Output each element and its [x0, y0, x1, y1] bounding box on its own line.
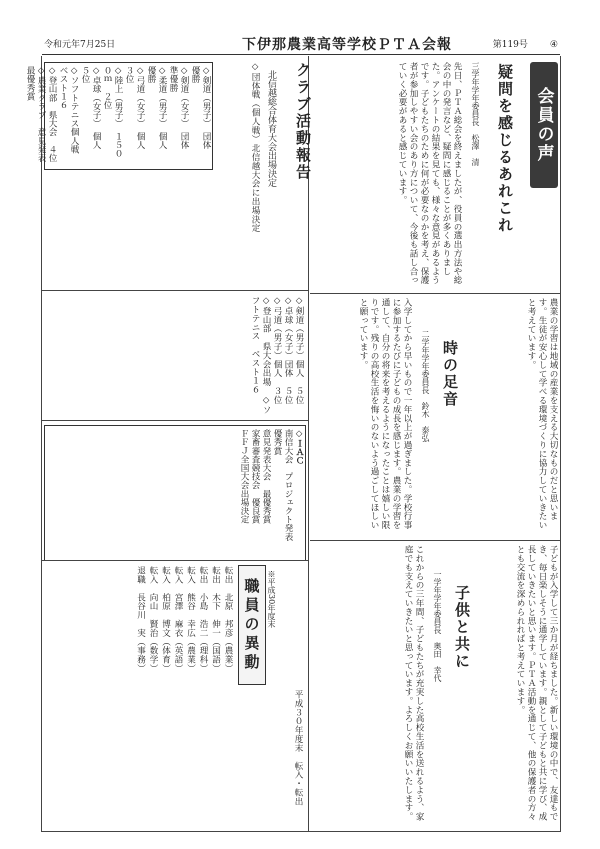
staff-note: ※平成30年度末 — [267, 570, 276, 629]
club-result: ◇剣道（女子） 団体 準優勝 — [168, 66, 189, 158]
club-result: ◇ソフトテニス個人戦 ベスト１６ — [58, 66, 79, 163]
club-result: ◇登山部 県大会 ４位 — [47, 66, 57, 162]
staff-entry: 転出 小島 浩二（理科） — [198, 566, 208, 673]
divider-voice-2 — [310, 540, 560, 541]
article1-byline: 三学年学年委員長 松澤 清 — [471, 62, 480, 166]
staff-entry: 転出 木下 伸一（国語） — [210, 566, 221, 673]
voice-section-label: 会員の声 — [530, 62, 558, 188]
club-result: ◇柔道（男子） 個人 優勝 — [146, 66, 167, 158]
divider-voice-1 — [310, 293, 560, 294]
staff-entry: 転出 北原 邦彦（農業） — [223, 566, 233, 673]
event-item: 家畜審査競技会 優良賞 — [250, 429, 260, 524]
events-title: ◇ＩＡＣ — [294, 429, 304, 465]
divider-clubs-1 — [42, 290, 308, 291]
article3-body-cont: これからの三年間、子どもたちが充実した高校生活を送れるよう、家庭でも支えていきたいと思っています。よろしくお願いいたします。 — [403, 545, 424, 821]
article3-byline: 一学年学年委員長 奥田 幸代 — [433, 570, 442, 682]
staff-title: 職員の異動 — [238, 565, 266, 685]
issue-number — [493, 37, 558, 50]
article2-body: 入学してから早いもので一年以上が過ぎました。学校行事に参加するたびに子どもの成長を感じます。農業の学習を通して、自分の将来を考えるようになったことは嬉しい限りです。残りの高校生活を悔いのないよう過ごしてほしいと願っています。 — [358, 298, 412, 530]
clubs-results-box — [25, 62, 213, 171]
article1-body-cont: 農業の学習は地域の産業を支える大切なものだと思います。生徒が安心して学べる環境づくりに協力していきたいと考えています。 — [526, 298, 558, 530]
newsletter-title: 下伊那農業高等学校ＰＴＡ会報 — [242, 37, 452, 53]
staff-entry: 転入 柏原 博文（体育） — [160, 566, 171, 673]
frame-left — [41, 56, 42, 831]
staff-entry: 退職 長谷川 実（事務） — [135, 566, 146, 673]
event-item: 南信大会 プロジェクト発表 優秀賞 — [272, 429, 293, 550]
club-result: ◇弓道（女子） 個人 ３位 — [124, 66, 145, 158]
clubs-intro: ◇団体戦（個人戦）北信越大会に出場決定 — [250, 62, 260, 233]
article3-body: 子どもが入学して三か月が経ちました。新しい環境の中で、友達もでき、毎日楽しそうに通学しています。親として子どもと共に学び、成長していきたいと思います。ＰＴＡ活動を通じて、他の保護者の方々とも交流を深められればと考えています。 — [515, 545, 558, 821]
divider-clubs-2 — [42, 420, 308, 421]
issue-label: 第119号 — [492, 40, 528, 50]
club-result: ◇卓球（女子） 個人 ５位 — [80, 66, 101, 158]
clubs-subtitle: 北信越総合体育大会出場決定 — [266, 70, 276, 187]
clubs-events-box — [44, 425, 306, 561]
staff-entry: 転入 宮澤 麻衣（英語） — [173, 566, 183, 673]
clubs-title: クラブ活動報告 — [294, 62, 312, 181]
club-result: ◇農業クラブ 意見発表 最優秀賞 — [25, 66, 46, 171]
clubs-results-cont: ◇剣道（男子）個人 ５位 ◇卓球（女子）団体 ５位 ◇弓道（男子）個人 ３位 ◇登山部 県大会出場 ◇ソフトテニス ベスト１６ — [250, 296, 304, 415]
staff-entry: 転入 熊谷 幸広（農業） — [185, 566, 196, 673]
article1-body: 先日、ＰＴＡ総会を終えましたが、役員の選出方法や総会の中の発言など、疑問に感じることが多くありました。アンケートの結果を見ても、様々な意見があるようです。子どもたちのために何が必要なのかを考え、保護者が参加しやすい会のあり方について、今後も話し合っていく必要があると感じています。 — [397, 62, 462, 285]
club-result: ◇陸上（男子） １５００ｍ ２位 — [102, 66, 123, 158]
frame-right — [560, 56, 561, 831]
issue-date: 令和元年7月25日 — [44, 40, 116, 50]
page-number: ④ — [549, 40, 558, 50]
page-header — [42, 34, 560, 55]
event-item: ＦＦＪ全国大会出場決定 — [239, 429, 249, 524]
article2-byline: 二学年学年委員長 鈴木 泰弘 — [421, 330, 430, 442]
frame-bottom — [41, 831, 561, 832]
article1-title: 疑問を感じるあれこれ — [496, 64, 514, 234]
club-result: ◇剣道（男子） 団体 優勝 — [190, 66, 211, 158]
staff-list — [44, 566, 234, 826]
article2-title: 時の足音 — [441, 340, 459, 408]
article3-title: 子供と共に — [453, 585, 471, 670]
staff-entry: 転入 向山 賢治（数学） — [148, 566, 158, 673]
divider-clubs-3 — [42, 560, 308, 561]
event-item: 意見発表大会 最優秀賞 — [261, 429, 271, 524]
staff-list-cont: 平成３０年度末 転入・転出 — [293, 690, 303, 806]
